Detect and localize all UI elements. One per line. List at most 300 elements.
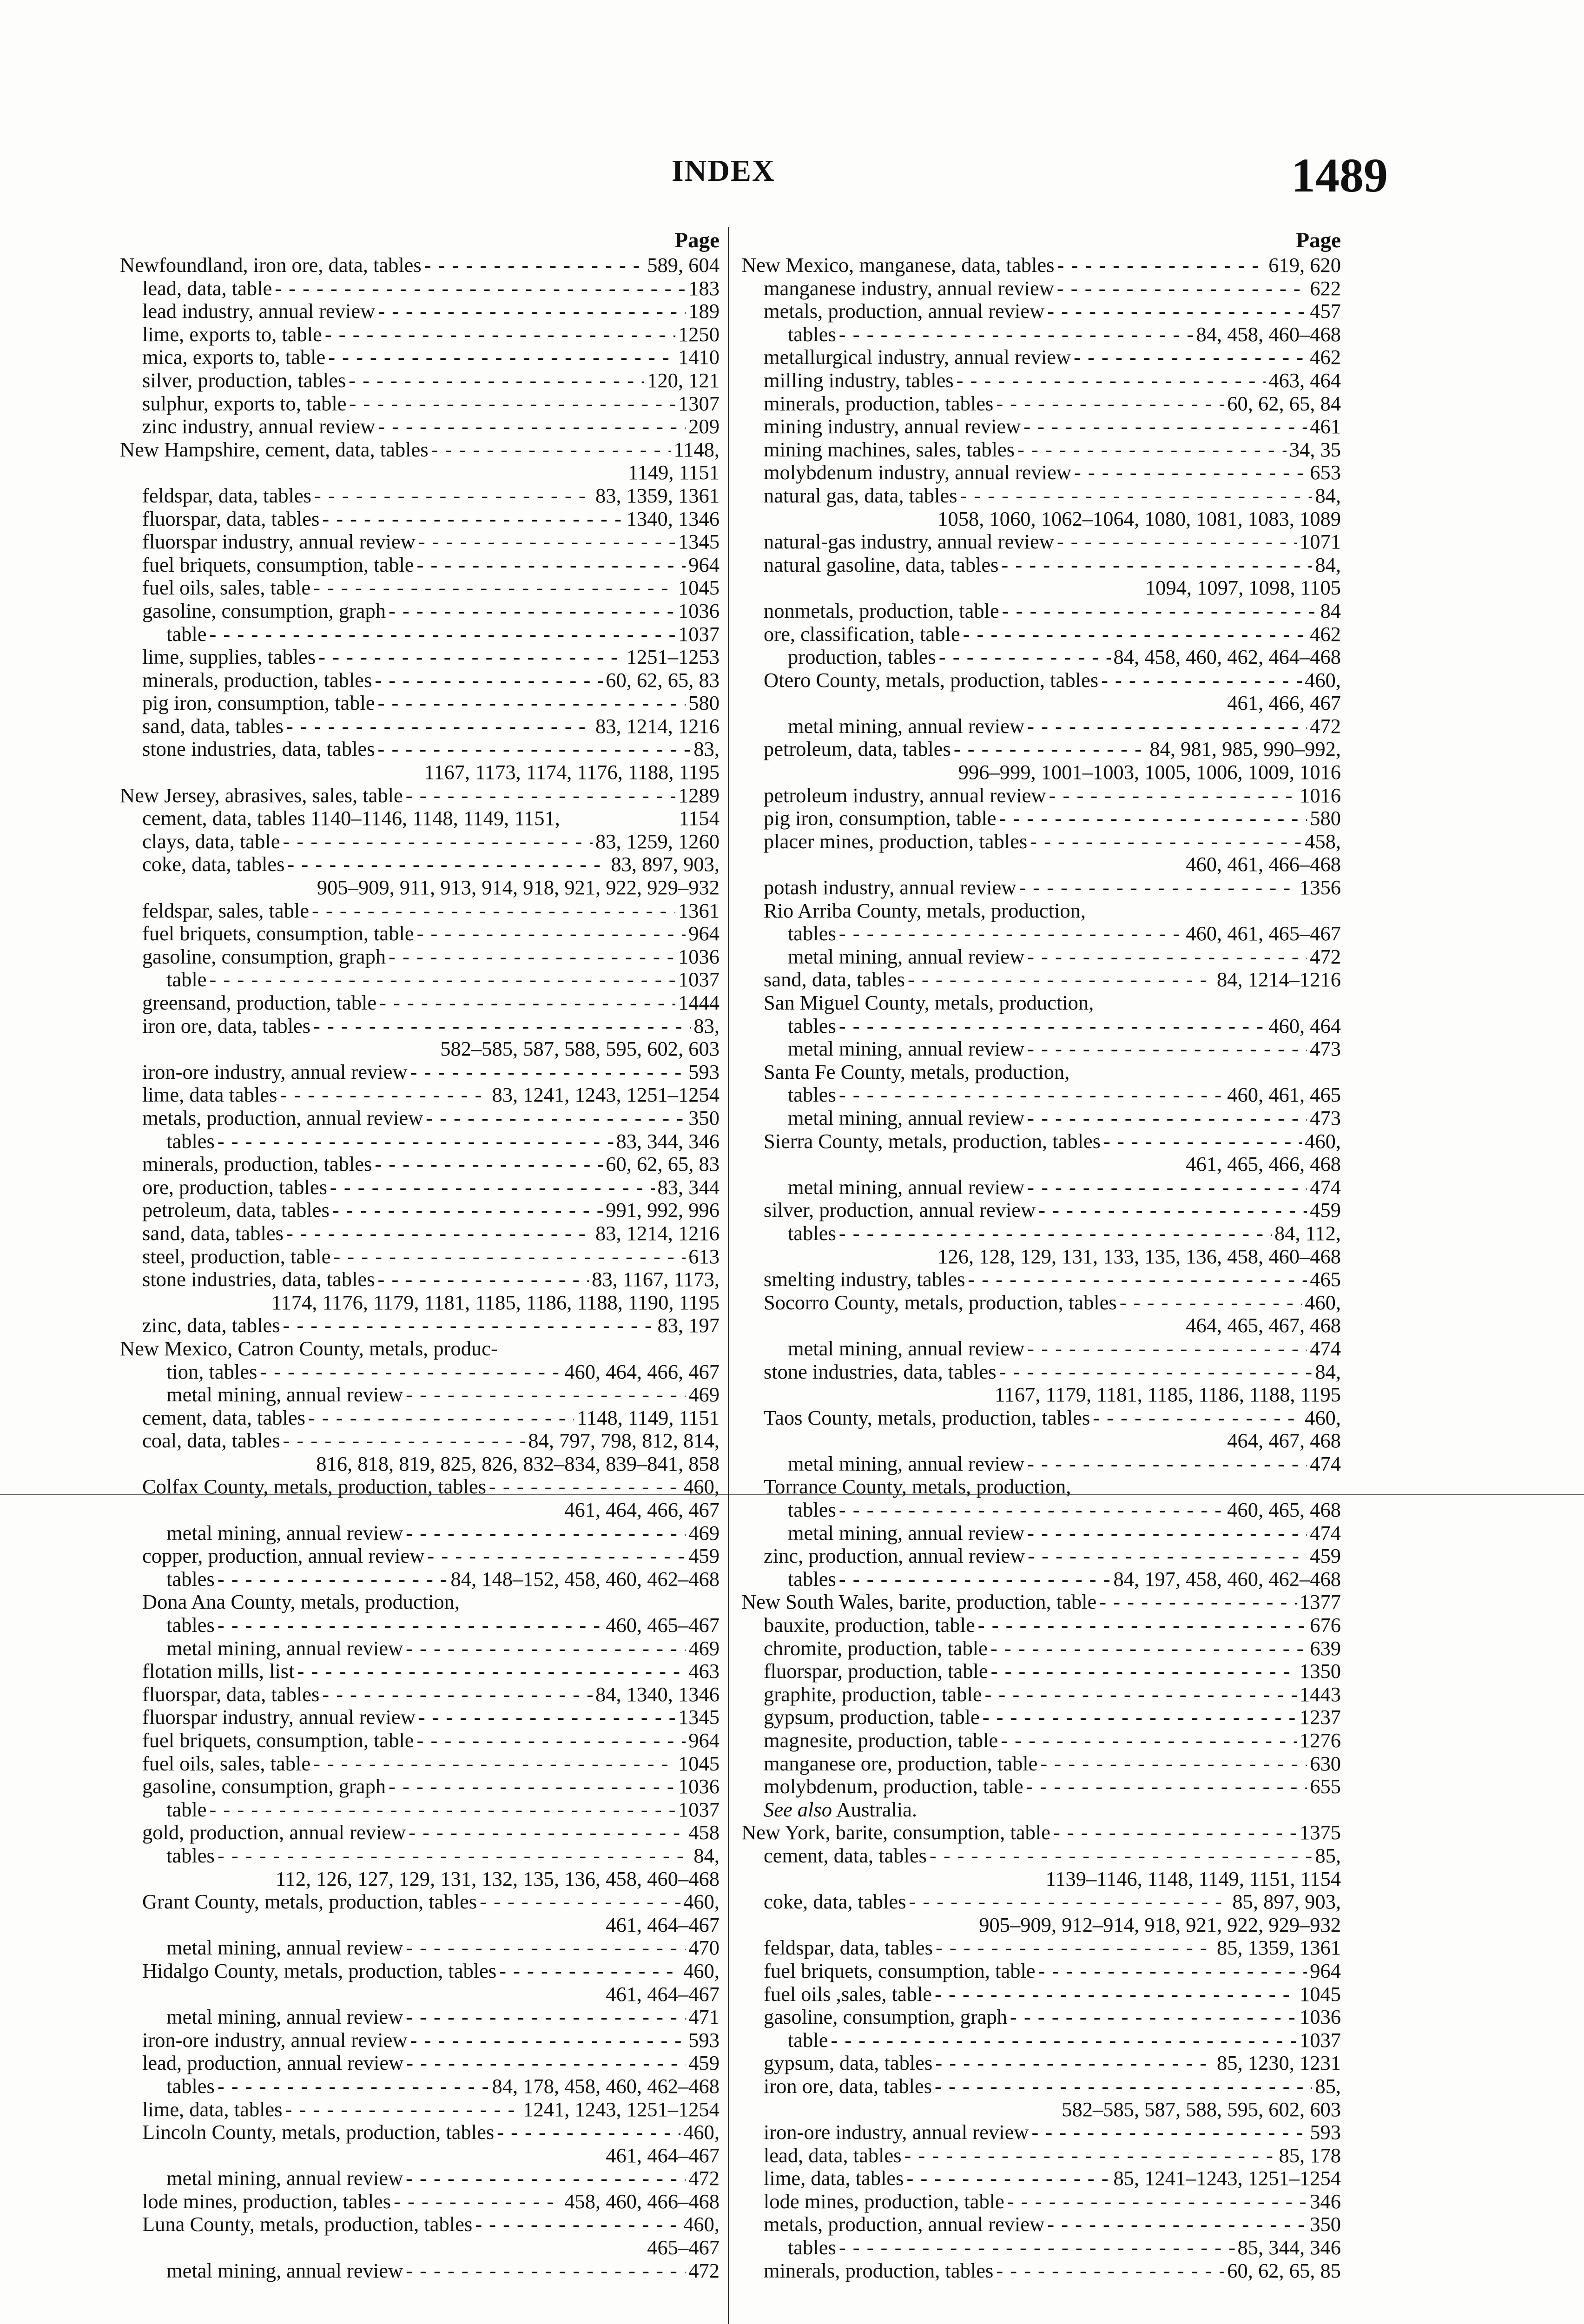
index-entry-text: fuel briquets, consumption, table: [142, 922, 414, 945]
index-entry: [120, 784, 719, 807]
dot-leader: [218, 1844, 691, 1868]
index-entry: [120, 876, 719, 899]
dot-leader: [1019, 876, 1297, 899]
index-entry: [741, 2190, 1341, 2213]
index-entry: [120, 646, 719, 669]
dot-leader: [285, 2098, 521, 2121]
index-entry-pages: 85,: [1315, 2074, 1341, 2098]
index-entry-pages: 1148, 1149, 1151: [577, 1406, 719, 1429]
index-entry: [120, 1130, 719, 1153]
index-entry-pages: 84, 178, 458, 460, 462–468: [492, 2074, 719, 2098]
index-entry-pages: 83, 1167, 1173,: [592, 1268, 719, 1291]
index-entry-text: gypsum, production, table: [764, 1706, 980, 1729]
index-entry-text: metals, production, annual review: [142, 1106, 423, 1129]
index-entry: [741, 254, 1341, 277]
dot-leader: [935, 2052, 1214, 2075]
index-entry: [741, 1591, 1341, 1614]
index-entry-text: minerals, production, tables: [764, 2259, 994, 2282]
index-entry-pages: 474: [1310, 1521, 1341, 1545]
index-entry: [120, 1706, 719, 1729]
index-entry-pages: 85, 1359, 1361: [1217, 1936, 1341, 1960]
index-entry-pages: 460,: [683, 1475, 719, 1499]
dot-leader: [286, 1222, 593, 1245]
dot-leader: [389, 945, 675, 969]
index-entry-pages: 460, 464: [1268, 1014, 1341, 1037]
index-entry-pages: 1237: [1300, 1706, 1341, 1729]
index-entry-text: silver, production, annual review: [764, 1199, 1036, 1222]
dot-leader: [417, 922, 686, 945]
index-entry-text: New Mexico, Catron County, metals, produc-: [120, 1337, 498, 1360]
index-entry: [741, 876, 1341, 899]
index-entry-text: minerals, production, tables: [142, 1153, 372, 1176]
index-entry: [741, 945, 1341, 969]
index-entry: [741, 392, 1341, 416]
index-entry-pages: 85, 897, 903,: [1232, 1890, 1341, 1914]
index-entry-text: silver, production, tables: [142, 369, 346, 392]
index-entry: [741, 1015, 1341, 1038]
index-entry: [741, 1452, 1341, 1476]
index-entry: [741, 508, 1341, 531]
index-entry-pages: 472: [688, 2259, 719, 2282]
index-entry-text: gasoline, consumption, graph: [142, 945, 386, 968]
dot-leader: [963, 623, 1307, 646]
index-entry-text: gasoline, consumption, graph: [142, 599, 386, 622]
index-entry-pages: 1377: [1300, 1591, 1341, 1614]
index-entry-text: copper, production, annual review: [142, 1545, 425, 1568]
index-entry-text: sand, data, tables: [142, 714, 284, 738]
index-entry: [120, 323, 719, 346]
index-entry: [741, 2236, 1341, 2259]
index-entry-pages: 459: [688, 2052, 719, 2075]
index-entry-pages: 84,: [1315, 553, 1341, 576]
dot-leader: [287, 853, 608, 876]
index-entry-text: coke, data, tables: [764, 1890, 906, 1914]
index-entry-text: production, tables: [788, 646, 936, 669]
dot-leader: [209, 968, 675, 991]
index-entry-text: iron-ore industry, annual review: [142, 2028, 408, 2052]
index-entry: [741, 623, 1341, 646]
index-entry: [741, 2167, 1341, 2190]
index-entry-pages: 470: [688, 1936, 719, 1960]
dot-leader: [839, 2236, 1235, 2259]
index-entry-text: New Hampshire, cement, data, tables: [120, 438, 429, 461]
index-entry-text: Taos County, metals, production, tables: [764, 1406, 1090, 1429]
dot-leader: [1049, 784, 1297, 807]
index-entry-text: Otero County, metals, production, tables: [764, 668, 1099, 692]
index-entry-pages: 346: [1310, 2190, 1341, 2213]
dot-leader: [499, 1960, 680, 1983]
index-entry-text: metal mining, annual review: [788, 1521, 1025, 1545]
index-entry: [741, 1222, 1341, 1245]
dot-leader: [410, 1061, 686, 1084]
dot-leader: [1027, 1337, 1307, 1360]
index-entry-pages: 653: [1310, 461, 1341, 484]
dot-leader: [406, 2167, 686, 2190]
index-entry-pages: 472: [1310, 714, 1341, 738]
index-entry-pages: 60, 62, 65, 83: [606, 668, 719, 692]
index-entry-pages: 1356: [1300, 876, 1341, 899]
dot-leader: [1057, 277, 1307, 300]
dot-leader: [1027, 1107, 1307, 1130]
index-entry-text: mining industry, annual review: [764, 415, 1021, 438]
index-entry-text: metal mining, annual review: [166, 1936, 403, 1960]
index-column-left: [120, 227, 719, 2324]
index-entry-pages: 83, 1214, 1216: [595, 714, 719, 738]
index-entry: [741, 991, 1341, 1015]
index-entry-text: gasoline, consumption, graph: [142, 1775, 386, 1798]
index-entry-text: magnesite, production, table: [764, 1729, 998, 1752]
index-entry: [741, 2098, 1341, 2121]
index-entry: [741, 830, 1341, 853]
dot-leader: [418, 1706, 675, 1729]
dot-leader: [839, 1568, 1111, 1591]
index-entry-pages: 84, 112,: [1274, 1221, 1341, 1245]
index-entry-pages: 83, 344, 346: [616, 1129, 719, 1153]
index-entry: [120, 1614, 719, 1637]
dot-leader: [218, 1568, 448, 1591]
index-entry: [120, 1568, 719, 1591]
dot-leader: [378, 738, 691, 761]
index-entry-text: cement, data, tables: [142, 1406, 305, 1429]
index-entry-pages: 112, 126, 127, 129, 131, 132, 135, 136, 458, 460–468: [275, 1867, 719, 1890]
index-entry: [120, 1337, 719, 1360]
index-entry-pages: 1167, 1173, 1174, 1176, 1188, 1195: [424, 761, 719, 784]
index-entry: [120, 1798, 719, 1822]
dot-leader: [1001, 554, 1312, 577]
index-entry: [120, 830, 719, 853]
index-entry-text: Lincoln County, metals, production, tables: [142, 2121, 495, 2144]
index-entry-text: fuel oils, sales, table: [142, 576, 311, 600]
dot-leader: [996, 392, 1224, 416]
index-entry-pages: 85,: [1315, 1844, 1341, 1867]
dot-leader: [996, 2259, 1224, 2283]
index-entry-text: lead industry, annual review: [142, 300, 376, 323]
index-entry: [120, 576, 719, 600]
index-entry-text: tables: [788, 323, 836, 346]
index-entry-pages: 964: [1310, 1959, 1341, 1982]
index-entry: [120, 1868, 719, 1891]
index-entry-pages: 60, 62, 65, 83: [606, 1153, 719, 1176]
index-entry: [741, 1960, 1341, 1983]
index-entry-pages: 1037: [1300, 2028, 1341, 2052]
index-entry-pages: 1139–1146, 1148, 1149, 1151, 1154: [1045, 1867, 1341, 1890]
index-entry-pages: 83, 1214, 1216: [595, 1221, 719, 1245]
index-entry-pages: 458,: [1305, 830, 1341, 853]
index-entry-pages: 816, 818, 819, 825, 826, 832–834, 839–841, 858: [316, 1452, 719, 1475]
index-entry-pages: 1167, 1179, 1181, 1185, 1186, 1188, 1195: [995, 1383, 1341, 1406]
index-entry: [741, 899, 1341, 923]
index-entry-pages: 1148,: [673, 438, 719, 461]
dot-leader: [209, 623, 675, 646]
dot-leader: [1030, 830, 1302, 853]
dot-leader: [1028, 1545, 1307, 1568]
index-entry-pages: 84, 981, 985, 990–992,: [1149, 738, 1341, 761]
page-number: 1489: [1291, 149, 1388, 202]
index-entry-pages: 1251–1253: [626, 646, 719, 669]
index-entry: [741, 1429, 1341, 1452]
index-entry-pages: 461, 464, 466, 467: [564, 1499, 719, 1522]
index-entry: [120, 2236, 719, 2259]
index-entry-text: placer mines, production, tables: [764, 830, 1028, 853]
index-entry: [741, 438, 1341, 462]
index-entry-pages: 1036: [1300, 2006, 1341, 2029]
index-entry: [120, 1452, 719, 1476]
index-entry-text: fuel oils ,sales, table: [764, 1982, 932, 2006]
index-entry: [120, 1522, 719, 1545]
index-entry-text: fuel oils, sales, table: [142, 1752, 311, 1775]
index-entry-text: metal mining, annual review: [788, 714, 1025, 738]
index-entry-text: potash industry, annual review: [764, 876, 1016, 899]
index-entry: [120, 1775, 719, 1798]
index-entry: [741, 1637, 1341, 1660]
index-entry: [741, 1545, 1341, 1568]
index-entry-pages: 1443: [1300, 1683, 1341, 1706]
index-entry: [120, 2075, 719, 2098]
dot-leader: [1047, 300, 1307, 323]
index-entry: [741, 2029, 1341, 2052]
dot-leader: [475, 2213, 680, 2236]
index-entry-pages: 83,: [693, 1014, 719, 1037]
index-entry-text: lime, data tables: [142, 1083, 277, 1107]
index-entry-text: petroleum industry, annual review: [764, 784, 1046, 807]
index-entry: [120, 1360, 719, 1384]
index-entry-text: fuel briquets, consumption, table: [142, 1729, 414, 1752]
index-entry-pages: 84,: [1315, 484, 1341, 507]
index-entry-text: stone industries, data, tables: [142, 1268, 375, 1291]
dot-leader: [313, 1015, 691, 1038]
index-entry-text: manganese ore, production, table: [764, 1752, 1038, 1775]
index-entry-pages: 460, 464, 466, 467: [564, 1360, 719, 1383]
index-entry: [120, 1637, 719, 1660]
index-entry: [741, 669, 1341, 692]
index-entry-text: zinc industry, annual review: [142, 415, 376, 438]
index-entry: [120, 300, 719, 323]
index-entry: [120, 2098, 719, 2121]
dot-leader: [935, 2075, 1312, 2098]
index-entry-text: fluorspar, data, tables: [142, 1683, 320, 1706]
index-entry-pages: 458: [688, 1821, 719, 1844]
index-entry-text: metal mining, annual review: [166, 2167, 403, 2190]
index-entry: [741, 715, 1341, 738]
index-entry-pages: 469: [688, 1383, 719, 1406]
dot-leader: [389, 600, 675, 623]
index-entry-pages: 84, 458, 460–468: [1196, 323, 1341, 346]
index-entry: [741, 1522, 1341, 1545]
dot-leader: [378, 692, 686, 715]
index-entry: [741, 1752, 1341, 1776]
index-entry-pages: 463: [688, 1660, 719, 1683]
index-entry-pages: 1345: [678, 530, 719, 554]
dot-leader: [957, 369, 1266, 392]
index-entry-pages: 83, 197: [657, 1314, 719, 1337]
index-entry: [120, 1960, 719, 1983]
index-entry: [120, 1245, 719, 1268]
index-entry: [741, 1314, 1341, 1337]
index-entry-pages: 1045: [1300, 1982, 1341, 2006]
index-entry-text: metal mining, annual review: [166, 2259, 403, 2282]
dot-leader: [935, 1983, 1297, 2006]
index-entry: [120, 277, 719, 300]
index-entry-pages: 905–909, 911, 913, 914, 918, 921, 922, 929–932: [317, 876, 719, 899]
index-entry-text: iron-ore industry, annual review: [764, 2121, 1029, 2144]
index-entry: [120, 1545, 719, 1568]
index-entry: [120, 922, 719, 945]
index-entry-pages: 630: [1310, 1752, 1341, 1775]
index-entry-pages: 460, 461, 465: [1227, 1083, 1341, 1107]
index-entry-pages: 460, 465–467: [606, 1614, 719, 1637]
dot-leader: [322, 1683, 593, 1706]
dot-leader: [1027, 1522, 1307, 1545]
index-entry-text: tables: [166, 1567, 215, 1591]
index-entry-pages: 580: [688, 692, 719, 715]
index-entry-text: molybdenum, production, table: [764, 1775, 1023, 1798]
index-entry-text: lead, production, annual review: [142, 2052, 404, 2075]
dot-leader: [312, 899, 675, 923]
index-entry-text: pig iron, consumption, table: [142, 692, 375, 715]
dot-leader: [489, 1475, 680, 1499]
index-entry: [741, 807, 1341, 830]
index-entry-text: coke, data, tables: [142, 853, 285, 876]
index-entry-text: mica, exports to, table: [142, 346, 326, 369]
dot-leader: [904, 2144, 1276, 2167]
dot-leader: [1027, 945, 1307, 969]
index-entry: [741, 1683, 1341, 1706]
index-entry-pages: 83, 1241, 1243, 1251–1254: [492, 1083, 719, 1107]
index-entry-pages: 460,: [1305, 668, 1341, 692]
index-entry: [120, 1107, 719, 1130]
index-entry: [741, 1821, 1341, 1844]
dot-leader: [978, 1614, 1307, 1637]
index-entry-text: tables: [788, 922, 836, 945]
index-entry-pages: 1037: [678, 622, 719, 646]
index-entry-pages: 474: [1310, 1175, 1341, 1199]
index-entry: [120, 1660, 719, 1683]
dot-leader: [322, 508, 623, 531]
index-entry-pages: 474: [1310, 1337, 1341, 1360]
index-entry-pages: 209: [688, 415, 719, 438]
index-entry-text: lead, data, tables: [764, 2144, 902, 2167]
index-entry: [120, 600, 719, 623]
index-entry-pages: 1174, 1176, 1179, 1181, 1185, 1186, 1188, 1190, 1195: [271, 1291, 719, 1314]
dot-leader: [406, 2052, 686, 2075]
index-entry-pages: 60, 62, 65, 84: [1227, 392, 1341, 415]
index-entry-pages: 469: [688, 1637, 719, 1660]
index-entry-text: chromite, production, table: [764, 1637, 988, 1660]
index-entry-text: clays, data, table: [142, 830, 280, 853]
index-entry: [741, 2259, 1341, 2283]
index-entry-pages: 85, 178: [1279, 2144, 1341, 2167]
index-entry-text: New Jersey, abrasives, sales, table: [120, 784, 403, 807]
index-entry-pages: 85, 1230, 1231: [1217, 2052, 1341, 2075]
index-entry-text: lime, data, tables: [142, 2098, 283, 2121]
index-entry-text: smelting industry, tables: [764, 1268, 965, 1291]
index-entry: [120, 899, 719, 923]
index-entry: [741, 1037, 1341, 1061]
index-entry-pages: 461, 465, 466, 468: [1186, 1153, 1341, 1176]
index-entry: [120, 1890, 719, 1914]
index-entry-text: stone industries, data, tables: [764, 1360, 997, 1383]
index-entry-pages: 464, 467, 468: [1227, 1429, 1341, 1452]
dot-leader: [1103, 1130, 1302, 1153]
index-entry-text: tables: [788, 1014, 836, 1037]
dot-leader: [1120, 1291, 1302, 1314]
dot-leader: [985, 1683, 1297, 1706]
index-entry: [741, 323, 1341, 346]
index-entry-text: coal, data, tables: [142, 1429, 280, 1452]
index-entry: [741, 1729, 1341, 1752]
index-entry: [741, 738, 1341, 761]
index-entry-pages: 85, 344, 346: [1237, 2236, 1341, 2259]
index-entry: [120, 1499, 719, 1522]
dot-leader: [1047, 2213, 1307, 2236]
index-entry-pages: 83, 344: [657, 1175, 719, 1199]
index-entry: [120, 2052, 719, 2075]
index-entry: [120, 1936, 719, 1960]
index-entry-text: fluorspar industry, annual review: [142, 1706, 416, 1729]
dot-leader: [960, 484, 1312, 508]
index-entry: [741, 968, 1341, 991]
index-entry-pages: 460, 465, 468: [1227, 1499, 1341, 1522]
index-entry-text: feldspar, data, tables: [142, 484, 311, 507]
index-entry-pages: 126, 128, 129, 131, 133, 135, 136, 458, 460–468: [937, 1245, 1341, 1268]
index-entry-text: minerals, production, tables: [764, 392, 994, 415]
index-entry-pages: 34, 35: [1289, 438, 1341, 461]
index-entry-pages: 1058, 1060, 1062–1064, 1080, 1081, 1083, 1089: [937, 507, 1341, 530]
page-column-label: Page: [1296, 228, 1341, 252]
index-entry: [120, 1844, 719, 1868]
index-entry-pages: 1307: [678, 392, 719, 415]
index-entry-text: lime, supplies, tables: [142, 646, 316, 669]
index-entry-text: metal mining, annual review: [788, 1106, 1025, 1129]
index-entry-text: lode mines, production, table: [764, 2190, 1004, 2213]
index-entry-pages: 1276: [1300, 1729, 1341, 1752]
dot-leader: [209, 1798, 675, 1822]
index-entry-text: manganese industry, annual review: [764, 277, 1054, 300]
index-entry-text: iron ore, data, tables: [764, 2074, 932, 2098]
dot-leader: [1002, 600, 1318, 623]
dot-leader: [333, 1245, 686, 1268]
index-entry: [120, 461, 719, 484]
index-entry: [120, 991, 719, 1015]
index-entry-pages: 350: [1310, 2213, 1341, 2236]
dot-leader: [954, 738, 1147, 761]
dot-leader: [1053, 1821, 1297, 1844]
index-entry-pages: 189: [688, 300, 719, 323]
index-entry-text: tables: [166, 1614, 215, 1637]
index-entry: [120, 1821, 719, 1844]
index-entry-text: Luna County, metals, production, tables: [142, 2213, 473, 2236]
index-entry-pages: 964: [688, 922, 719, 945]
index-entry-pages: 593: [688, 1060, 719, 1083]
dot-leader: [1093, 1406, 1302, 1430]
dot-leader: [1057, 254, 1266, 277]
index-entry-pages: 1016: [1300, 784, 1341, 807]
index-entry-pages: 473: [1310, 1106, 1341, 1129]
dot-leader: [991, 1660, 1297, 1683]
dot-leader: [1023, 415, 1307, 438]
index-entry-pages: 991, 992, 996: [606, 1199, 719, 1222]
dot-leader: [497, 2121, 680, 2144]
index-entry-pages: 84, 1340, 1346: [595, 1683, 719, 1706]
index-entry-pages: 459: [1310, 1199, 1341, 1222]
index-entry-text: Sierra County, metals, production, tables: [764, 1129, 1101, 1153]
index-entry-text: fluorspar, data, tables: [142, 507, 320, 530]
index-entry-pages: 460,: [683, 2213, 719, 2236]
index-entry-pages: 1045: [678, 1752, 719, 1775]
index-entry: [741, 784, 1341, 807]
dot-leader: [839, 1083, 1224, 1107]
index-entry-pages: 84: [1320, 599, 1341, 622]
